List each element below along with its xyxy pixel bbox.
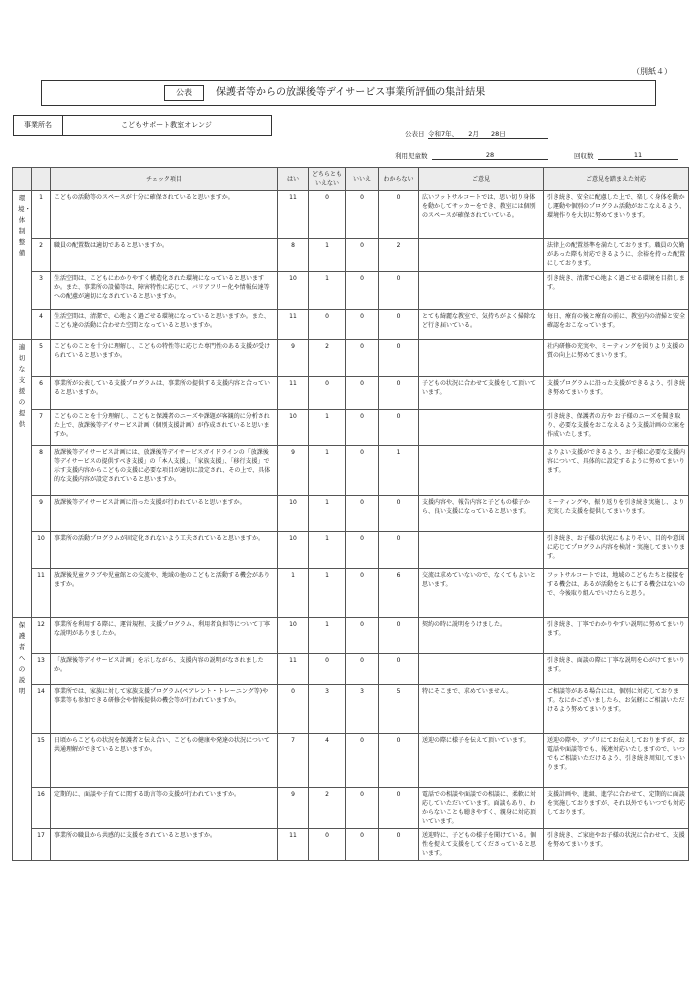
row-item: 生活空間は、清潔で、心地よく過ごせる環境になっていると思いますか。また、こども達の活動に合わせた空間となっていると思いますか。 [51, 310, 278, 340]
count-no: 0 [346, 496, 379, 532]
count-unknown: 0 [379, 829, 419, 861]
count-unknown: 0 [379, 496, 419, 532]
count-neither: 1 [309, 532, 346, 569]
count-no: 0 [346, 532, 379, 569]
row-response: 支援計画や、進級、進学に合わせて、定期的に面談を実施しておりますが、それ以外でもいつでも対応しております。 [544, 788, 689, 829]
office-name: こどもサポート教室オレンジ [121, 121, 212, 129]
row-opinion: とても綺麗な教室で、気持ちがよく掃除など行き届いている。 [419, 310, 544, 340]
count-neither: 1 [309, 410, 346, 446]
publication-date [428, 129, 548, 139]
count-no: 0 [346, 310, 379, 340]
row-number: 11 [32, 569, 51, 618]
count-yes: 10 [278, 496, 309, 532]
row-number: 1 [32, 191, 51, 239]
group-label: 適切な支援の提供 [18, 343, 26, 428]
office-label: 事業所名 [14, 116, 63, 135]
row-opinion: 広いフットサルコートでは、思い切り身体を動かしてサッカーをでき、教室には個別のスペースが確保されていている。 [419, 191, 544, 239]
table-row [13, 410, 689, 446]
row-opinion: 送迎時に、子どもの様子を聞けている。個性を捉えて支援をしてくださっていると思います。 [419, 829, 544, 861]
row-response: よりよい支援ができるよう、お子様に必要な支援内容について、具体的に設定するように努めてまいります。 [544, 446, 689, 496]
count-neither: 0 [309, 654, 346, 685]
row-response: 法律上の配置基準を満たしております。職員の欠勤があった際も対応できるように、余裕を持った配置にしております。 [544, 239, 689, 272]
table-row [13, 340, 689, 377]
count-no: 0 [346, 654, 379, 685]
row-number: 16 [32, 788, 51, 829]
table-row [13, 272, 689, 310]
office-box [13, 115, 272, 136]
count-yes: 10 [278, 272, 309, 310]
count-neither: 2 [309, 788, 346, 829]
table-row [13, 446, 689, 496]
users-label: 利用児童数 [395, 152, 428, 160]
responses-value: 11 [598, 151, 678, 160]
evaluation-table [12, 167, 689, 861]
row-item: 事業所では、家族に対して家族支援プログラム(ペアレント・トレーニング等)や事業等も参加できる研修会や情報提供の機会等が行われていますか。 [51, 685, 278, 734]
count-unknown: 0 [379, 654, 419, 685]
count-unknown: 0 [379, 191, 419, 239]
row-item: 事業所の活動プログラムが固定化されないよう工夫されていると思いますか。 [51, 532, 278, 569]
row-response: 引き続き、お子様の状況にもよりそい、目的や意図に応じてプログラム内容を検討・実施してまいります。 [544, 532, 689, 569]
row-number: 12 [32, 618, 51, 654]
count-yes: 1 [278, 569, 309, 618]
table-row [13, 496, 689, 532]
count-unknown: 0 [379, 532, 419, 569]
count-yes: 9 [278, 788, 309, 829]
row-number: 3 [32, 272, 51, 310]
row-item: こどものことを十分に理解し、こどもの特性等に応じた専門性のある支援が受けられていると思いますか。 [51, 340, 278, 377]
row-opinion: 送迎の際に様子を伝えて頂いています。 [419, 734, 544, 788]
count-no: 0 [346, 446, 379, 496]
table-row [13, 685, 689, 734]
public-label: 公表 [164, 85, 204, 101]
header-neither: どちらともいえない [309, 168, 346, 191]
count-no: 3 [346, 685, 379, 734]
row-item: 放課後児童クラブや児童館との交流や、地域の他のこどもと活動する機会がありますか。 [51, 569, 278, 618]
count-no: 0 [346, 191, 379, 239]
row-number: 4 [32, 310, 51, 340]
row-item: 「放課後等デイサービス計画」を示しながら、支援内容の説明がなされましたか。 [51, 654, 278, 685]
header-item: チェック項目 [51, 168, 278, 191]
group-cell [13, 340, 32, 618]
header-no: いいえ [346, 168, 379, 191]
publication-year: 令和7年、 [428, 130, 459, 138]
row-number: 6 [32, 377, 51, 410]
count-neither: 1 [309, 239, 346, 272]
count-neither: 1 [309, 446, 346, 496]
row-item: 事業所が公表している支援プログラムは、事業所の提供する支援内容と合っていると思いますか。 [51, 377, 278, 410]
count-no: 0 [346, 829, 379, 861]
header-opinion: ご意見 [419, 168, 544, 191]
count-neither: 3 [309, 685, 346, 734]
count-unknown: 0 [379, 410, 419, 446]
count-unknown: 0 [379, 377, 419, 410]
count-unknown: 0 [379, 340, 419, 377]
count-neither: 1 [309, 569, 346, 618]
group-cell [13, 618, 32, 861]
group-label: 環境・体制整備 [18, 194, 31, 257]
row-response: 送迎の際や、アプリにてお伝えしておりますが、お電話や面談等でも、報連対応いたしますので、いつでもご相談いただけるよう、引き続き周知してまいります。 [544, 734, 689, 788]
count-yes: 11 [278, 654, 309, 685]
count-unknown: 0 [379, 272, 419, 310]
count-unknown: 2 [379, 239, 419, 272]
row-response: 引き続き、ご家庭やお子様の状況に合わせて、支援を努めてまいります。 [544, 829, 689, 861]
row-item: 事業所の職員から共感的に支援をされていると思いますか。 [51, 829, 278, 861]
table-row [13, 734, 689, 788]
row-item: 定期的に、面談や子育てに関する助言等の支援が行われていますか。 [51, 788, 278, 829]
row-number: 15 [32, 734, 51, 788]
count-no: 0 [346, 272, 379, 310]
header-row [13, 168, 689, 191]
row-number: 13 [32, 654, 51, 685]
count-yes: 11 [278, 829, 309, 861]
count-neither: 1 [309, 272, 346, 310]
count-yes: 7 [278, 734, 309, 788]
row-opinion [419, 446, 544, 496]
publication-day: 28日 [490, 130, 506, 138]
count-unknown: 1 [379, 446, 419, 496]
count-no: 0 [346, 569, 379, 618]
count-yes: 10 [278, 532, 309, 569]
title-box [41, 80, 656, 106]
row-number: 2 [32, 239, 51, 272]
row-number: 7 [32, 410, 51, 446]
row-number: 9 [32, 496, 51, 532]
header-blank-group [13, 168, 32, 191]
count-unknown: 0 [379, 618, 419, 654]
row-response: 支援プログラムに沿った支援ができるよう、引き続き努めてまいります。 [544, 377, 689, 410]
row-response: 引き続き、安全に配慮した上で、楽しく身体を動かし運動や個別のプログラム活動がおこなえるよう、環境作りを大切に努めてまいります。 [544, 191, 689, 239]
row-response: 引き続き、丁寧でわかりやすい説明に努めてまいります。 [544, 618, 689, 654]
form-number: （別紙４） [632, 67, 672, 76]
row-opinion [419, 654, 544, 685]
row-item: こどものことを十分理解し、こどもと保護者のニーズや課題が客観的に分析された上で、放課後等デイサービス計画（個別支援計画）が作成されていると思いますか。 [51, 410, 278, 446]
table-row [13, 618, 689, 654]
count-neither: 2 [309, 340, 346, 377]
table-row [13, 239, 689, 272]
count-unknown: 0 [379, 734, 419, 788]
group-label: 保護者への説明 [18, 621, 26, 695]
table-row [13, 654, 689, 685]
count-no: 0 [346, 618, 379, 654]
table-row [13, 377, 689, 410]
count-yes: 11 [278, 191, 309, 239]
count-no: 0 [346, 340, 379, 377]
header-yes: はい [278, 168, 309, 191]
row-number: 17 [32, 829, 51, 861]
count-yes: 10 [278, 410, 309, 446]
count-yes: 10 [278, 618, 309, 654]
responses-label: 回収数 [574, 152, 594, 160]
row-opinion: 交流は求めていないので、なくてもよいと思います。 [419, 569, 544, 618]
publication-date-label: 公表日 [405, 130, 425, 138]
count-no: 0 [346, 377, 379, 410]
count-neither: 0 [309, 829, 346, 861]
row-number: 8 [32, 446, 51, 496]
users-value: 28 [432, 151, 548, 160]
count-unknown: 5 [379, 685, 419, 734]
row-opinion [419, 410, 544, 446]
header-unknown: わからない [379, 168, 419, 191]
row-item: 放課後等デイサービス計画に沿った支援が行われていると思いますか。 [51, 496, 278, 532]
row-response: 引き続き、保護者の方や お子様のニーズを聞き取り、必要な支援をおこなえるよう支援計画の立案を作成いたします。 [544, 410, 689, 446]
page-title: 保護者等からの放課後等デイサービス事業所評価の集計結果 [216, 87, 486, 98]
count-neither: 0 [309, 191, 346, 239]
count-yes: 0 [278, 685, 309, 734]
row-response: 引き続き、面談の際に丁寧な説明を心がけてまいります。 [544, 654, 689, 685]
row-item: 放課後等デイサービス計画には、放課後等デイサービスガイドラインの「放課後等デイサービスの提供すべき支援」の「本人支援」、「家族支援」、「移行支援」で示す支援内容からこどもの支援に必要な項目が適切に設定され、その上で、具体的な支援内容が設定されていると思いますか。 [51, 446, 278, 496]
row-opinion: 子どもの状況に合わせて支援をして頂いています。 [419, 377, 544, 410]
count-neither: 4 [309, 734, 346, 788]
row-opinion: 支援内容や、報告内容と子どもの様子から、良い支援になっていると思います。 [419, 496, 544, 532]
count-yes: 9 [278, 340, 309, 377]
count-neither: 0 [309, 377, 346, 410]
count-yes: 8 [278, 239, 309, 272]
table-row [13, 829, 689, 861]
count-yes: 11 [278, 377, 309, 410]
row-number: 5 [32, 340, 51, 377]
row-response: フットサルコートでは、地域のこどもたちと接接をする機会は、あるが活動をともにする機会はないので、今後取り組んでいけたらと思う。 [544, 569, 689, 618]
row-opinion [419, 239, 544, 272]
row-response: ミーティングや、振り返りを引き続き実施し、より充実した支援を提供してまいります。 [544, 496, 689, 532]
count-unknown: 6 [379, 569, 419, 618]
count-yes: 9 [278, 446, 309, 496]
row-item: 職員の配置数は適切であると思いますか。 [51, 239, 278, 272]
row-item: こどもの活動等のスペースが十分に確保されていると思いますか。 [51, 191, 278, 239]
row-number: 10 [32, 532, 51, 569]
table-row [13, 191, 689, 239]
row-item: 事業所を利用する際に、運営規程、支援プログラム、利用者負担等について丁寧な説明がありましたか。 [51, 618, 278, 654]
table-row [13, 532, 689, 569]
count-neither: 0 [309, 310, 346, 340]
row-response: 社内研修の充実や、ミーティングを図りより支援の質の向上に努めてまいります。 [544, 340, 689, 377]
count-unknown: 0 [379, 310, 419, 340]
count-neither: 1 [309, 618, 346, 654]
row-opinion: 契約の時に説明をうけました。 [419, 618, 544, 654]
row-item: 日頃からこどもの状況を保護者と伝え合い、こどもの健康や発達の状況について共通理解ができていると思いますか。 [51, 734, 278, 788]
count-neither: 1 [309, 496, 346, 532]
row-number: 14 [32, 685, 51, 734]
group-cell [13, 191, 32, 340]
publication-month: 2月 [468, 130, 479, 138]
count-yes: 11 [278, 310, 309, 340]
header-blank-number [32, 168, 51, 191]
header-response: ご意見を踏まえた対応 [544, 168, 689, 191]
table-row [13, 788, 689, 829]
count-no: 0 [346, 788, 379, 829]
row-opinion [419, 340, 544, 377]
row-opinion [419, 532, 544, 569]
row-response: 毎日、療育の後と療育の前に、教室内の清掃と安全確認をおこなっています。 [544, 310, 689, 340]
row-response: ご相談等がある場合には、個別に対応しております。なにかございましたら、お気軽にご相談いただけるよう努めてまいります。 [544, 685, 689, 734]
row-response: 引き続き、清潔で心地よく過ごせる環境を目指します。 [544, 272, 689, 310]
count-no: 0 [346, 734, 379, 788]
row-opinion: 特にそこまで、求めていません。 [419, 685, 544, 734]
table-row [13, 569, 689, 618]
count-no: 0 [346, 239, 379, 272]
row-opinion [419, 272, 544, 310]
row-opinion: 電話での相談や面談での相談に、柔軟に対応していただいています。面談もあり、わからないことも聴きやすく、親身に対応頂いています。 [419, 788, 544, 829]
table-row [13, 310, 689, 340]
row-item: 生活空間は、こどもにわかりやすく構造化された環境になっていると思いますか。また、事業所の設備等は、障害特性に応じて、バリアフリー化や情報伝達等への配慮が適切になされていると思いますか。 [51, 272, 278, 310]
count-unknown: 0 [379, 788, 419, 829]
count-no: 0 [346, 410, 379, 446]
